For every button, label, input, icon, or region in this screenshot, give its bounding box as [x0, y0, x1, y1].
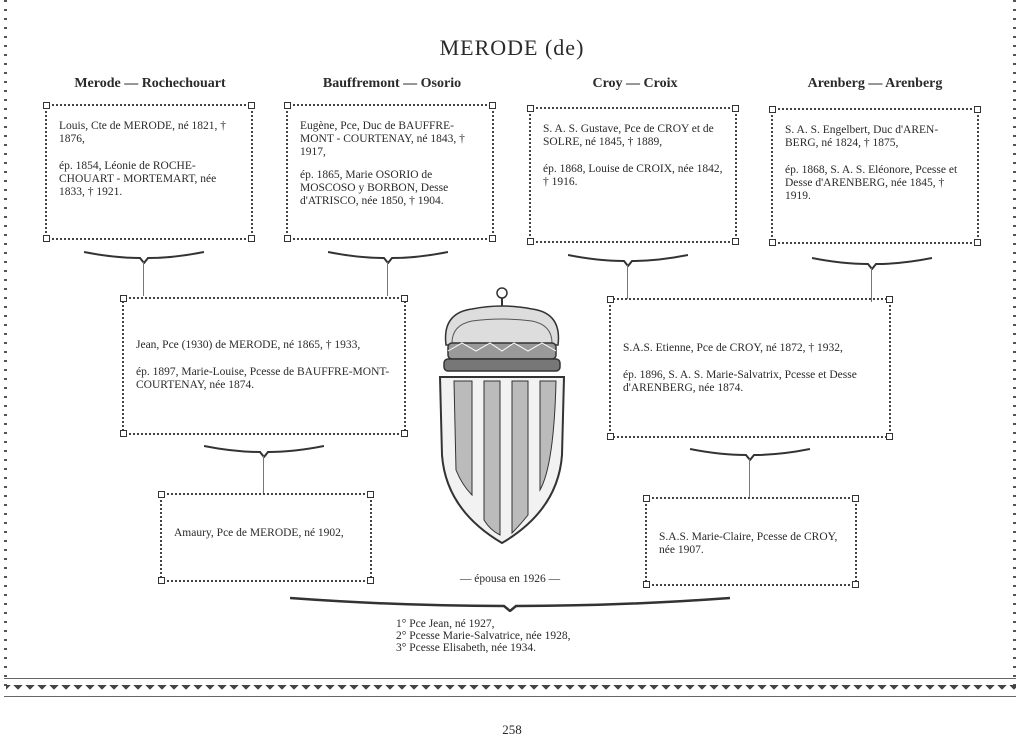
couple-husband: Amaury, Pce de MERODE, né 1902, — [174, 527, 344, 539]
parents-box-merode — [122, 297, 406, 435]
parents-2-husband: S.A.S. Etienne, Pce de CROY, né 1872, † 1932, — [623, 342, 843, 354]
marriage-note: — épousa en 1926 — — [459, 573, 561, 585]
child-2: 2° Pcesse Marie-Salvatrice, née 1928, — [396, 630, 571, 642]
couple-box-amaury — [160, 493, 372, 582]
children-list — [396, 618, 570, 654]
page-border-right — [1013, 0, 1016, 690]
column-heading-4: Arenberg — Arenberg — [807, 76, 943, 91]
connector-line — [387, 262, 388, 296]
couple-box-marie-claire — [645, 497, 857, 586]
grandparents-box-2 — [286, 104, 494, 240]
connector-line — [871, 268, 872, 302]
column-heading-3: Croy — Croix — [592, 76, 678, 91]
connector-line — [627, 265, 628, 299]
grandparents-2-wife: ép. 1865, Marie OSORIO de MOSCOSO y BORBON, Desse d'ATRISCO, née 1850, † 1904. — [300, 169, 449, 207]
connector-line — [143, 262, 144, 296]
parents-1-husband: Jean, Pce (1930) de MERODE, né 1865, † 1933, — [136, 339, 361, 351]
grandparents-1-husband: Louis, Cte de MERODE, né 1821, † 1876, — [59, 120, 227, 145]
grandparents-3-wife: ép. 1868, Louise de CROIX, née 1842, † 1916. — [543, 163, 723, 188]
parents-2-wife: ép. 1896, S. A. S. Marie-Salvatrix, Pcesse et Desse d'ARENBERG, née 1874. — [623, 369, 857, 394]
grandparents-box-4 — [771, 108, 979, 244]
page-title: MERODE (de) — [439, 35, 585, 60]
connector-line — [263, 456, 264, 494]
child-3: 3° Pcesse Elisabeth, née 1934. — [396, 642, 537, 654]
border-rule-top — [4, 678, 1016, 679]
grandparents-4-wife: ép. 1868, S. A. S. Eléonore, Pcesse et Desse d'ARENBERG, née 1845, † 1919. — [785, 164, 958, 202]
border-rule-bottom — [4, 696, 1016, 697]
page-border-bottom — [6, 683, 1016, 695]
child-1: 1° Pce Jean, né 1927, — [396, 618, 495, 630]
couple-wife: S.A.S. Marie-Claire, Pcesse de CROY, née 1907. — [659, 531, 838, 556]
curly-brace-icon — [204, 444, 324, 458]
grandparents-4-husband: S. A. S. Engelbert, Duc d'AREN-BERG, né 1824, † 1875, — [785, 124, 939, 149]
curly-brace-icon — [812, 256, 932, 270]
curly-brace-icon — [690, 447, 810, 461]
parents-1-wife: ép. 1897, Marie-Louise, Pcesse de BAUFFRE-MONT-COURTENAY, née 1874. — [136, 366, 390, 391]
parents-box-croy — [609, 298, 891, 438]
page-number: 258 — [502, 722, 522, 737]
curly-brace-icon — [290, 596, 730, 612]
page-border-left — [4, 0, 7, 690]
curly-brace-icon — [84, 250, 204, 264]
column-heading-1: Merode — Rochechouart — [74, 76, 226, 91]
column-heading-2: Bauffremont — Osorio — [322, 76, 462, 91]
curly-brace-icon — [328, 250, 448, 264]
curly-brace-icon — [568, 253, 688, 267]
grandparents-box-1 — [45, 104, 253, 240]
grandparents-box-3 — [529, 107, 737, 243]
grandparents-2-husband: Eugène, Pce, Duc de BAUFFRE-MONT - COURTENAY, né 1843, † 1917, — [300, 120, 465, 158]
grandparents-3-husband: S. A. S. Gustave, Pce de CROY et de SOLRE, né 1845, † 1889, — [543, 123, 714, 148]
coat-of-arms-icon — [432, 285, 572, 555]
grandparents-1-wife: ép. 1854, Léonie de ROCHE-CHOUART - MORTEMART, née 1833, † 1921. — [59, 160, 217, 198]
connector-line — [749, 459, 750, 497]
